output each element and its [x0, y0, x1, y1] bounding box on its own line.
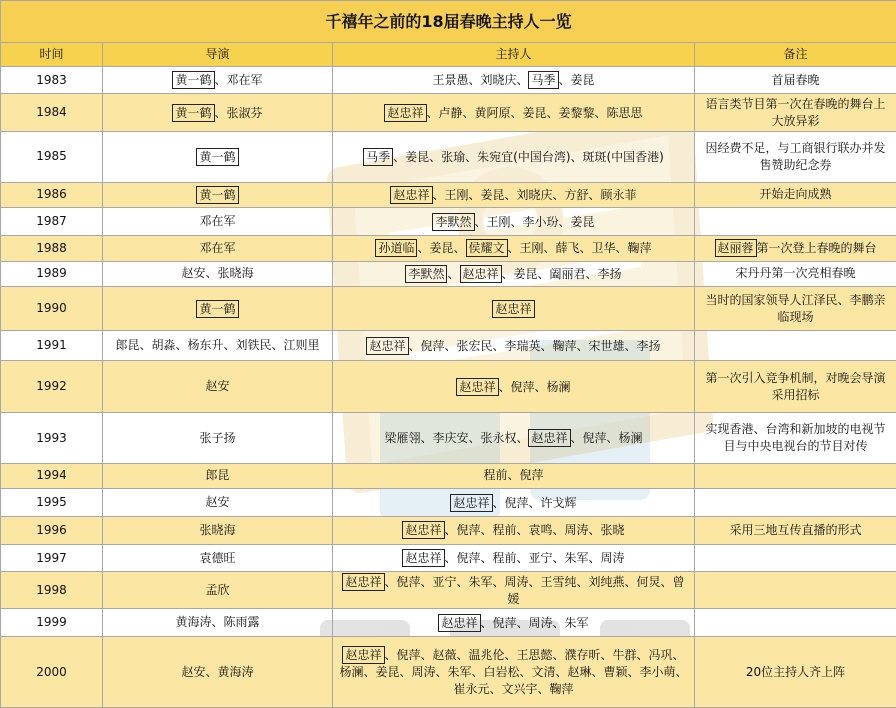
notes-text: 开始走向成熟	[759, 187, 832, 202]
notes-cell	[695, 182, 896, 208]
year-text: 1991	[36, 338, 67, 353]
year-text: 1994	[36, 468, 67, 483]
director-cell	[103, 609, 333, 637]
hosts-cell	[333, 463, 695, 489]
notes-text: 首届春晚	[771, 72, 820, 87]
notes-cell	[695, 517, 896, 545]
director-highlight: 黄一鹤	[196, 300, 238, 318]
year-cell	[1, 489, 103, 517]
director-cell	[103, 517, 333, 545]
year-cell	[1, 132, 103, 182]
director-text: 袁德旺	[199, 550, 236, 565]
table-row	[1, 287, 896, 331]
director-text: 赵安	[205, 495, 230, 510]
year-text: 1999	[36, 615, 67, 630]
hosts-cell	[333, 489, 695, 517]
year-text: 1986	[36, 187, 67, 202]
director-cell	[103, 489, 333, 517]
year-cell	[1, 235, 103, 261]
director-text: 赵安、黄海涛	[181, 664, 254, 679]
director-cell	[103, 235, 333, 261]
header-year: 时间	[1, 43, 103, 67]
hosts-cell	[333, 331, 695, 361]
director-cell	[103, 94, 333, 132]
hosts-text: 、倪萍、张宏民、李瑞英、鞠萍、宋世雄、李扬	[408, 338, 661, 353]
hosts-cell	[333, 413, 695, 463]
host-highlight: 李默然	[405, 265, 447, 283]
table-row	[1, 637, 896, 708]
year-text: 1998	[36, 582, 67, 597]
director-text: 孟欣	[205, 582, 230, 597]
hosts-cell	[333, 544, 695, 572]
director-cell	[103, 287, 333, 331]
director-cell	[103, 637, 333, 708]
director-text: 赵安	[205, 379, 230, 394]
year-cell	[1, 572, 103, 609]
hosts-cell	[333, 235, 695, 261]
notes-text: 实现香港、台湾和新加坡的电视节目与中央电视台的节目对传	[705, 422, 886, 454]
table-row	[1, 361, 896, 413]
director-cell	[103, 261, 333, 287]
hosts-cell	[333, 637, 695, 708]
year-cell	[1, 361, 103, 413]
host-highlight: 侯耀文	[466, 239, 508, 257]
year-text: 1989	[36, 266, 67, 281]
table-row	[1, 94, 896, 132]
hosts-text: 、姜昆、阖丽君、李扬	[501, 266, 622, 281]
host-highlight: 赵忠祥	[438, 614, 480, 632]
notes-cell	[695, 331, 896, 361]
table-row	[1, 609, 896, 637]
table-row	[1, 182, 896, 208]
host-highlight: 赵忠祥	[342, 646, 384, 664]
notes-text: 当时的国家领导人江泽民、李鹏亲临现场	[705, 292, 886, 324]
hosts-text: 、卢静、黄阿原、姜昆、姜黎黎、陈思思	[426, 105, 643, 120]
director-cell	[103, 544, 333, 572]
table-row	[1, 413, 896, 463]
header-hosts: 主持人	[333, 43, 695, 67]
notes-text: 采用三地互传直播的形式	[729, 522, 862, 537]
director-text: 郎昆	[205, 468, 230, 483]
director-highlight: 黄一鹤	[172, 71, 214, 89]
director-text: 黄海涛、陈雨露	[175, 615, 260, 630]
year-text: 1997	[36, 550, 67, 565]
notes-text: 因经费不足，与工商银行联办并发售赞助纪念券	[705, 140, 886, 172]
table-row	[1, 331, 896, 361]
notes-highlight: 赵丽蓉	[715, 239, 757, 257]
director-cell	[103, 331, 333, 361]
notes-cell	[695, 66, 896, 94]
notes-cell	[695, 609, 896, 637]
year-text: 1984	[36, 105, 67, 120]
hosts-text: 梁雁翎、李庆安、张永权、	[384, 431, 529, 446]
hosts-text: 、王刚、姜昆、刘晓庆、方舒、顾永菲	[432, 187, 637, 202]
hosts-text: 、王刚、薛飞、卫华、鞠萍	[507, 241, 652, 256]
table-row	[1, 208, 896, 236]
table-row	[1, 66, 896, 94]
hosts-text: 、姜昆、	[417, 241, 466, 256]
year-cell	[1, 517, 103, 545]
host-highlight: 李默然	[432, 213, 474, 231]
hosts-text: 程前、倪萍	[483, 468, 544, 483]
year-cell	[1, 413, 103, 463]
table-row	[1, 235, 896, 261]
year-text: 1987	[36, 214, 67, 229]
host-highlight: 赵忠祥	[528, 429, 570, 447]
hosts-text: 、王刚、李小玢、姜昆	[474, 214, 595, 229]
year-text: 1988	[36, 240, 67, 255]
hosts-cell	[333, 287, 695, 331]
hosts-cell	[333, 517, 695, 545]
hosts-text: 、倪萍、周涛、朱军	[480, 615, 589, 630]
table-row	[1, 463, 896, 489]
director-cell	[103, 182, 333, 208]
year-cell	[1, 94, 103, 132]
host-highlight: 马季	[528, 71, 558, 89]
director-cell	[103, 66, 333, 94]
director-text: 邓在军	[199, 240, 236, 255]
notes-text: 第一次登上春晚的舞台	[756, 241, 877, 256]
notes-cell	[695, 235, 896, 261]
notes-cell	[695, 544, 896, 572]
director-highlight: 黄一鹤	[196, 148, 238, 166]
year-cell	[1, 331, 103, 361]
table-row	[1, 132, 896, 182]
year-text: 1993	[36, 430, 67, 445]
director-text: 、邓在军	[214, 73, 263, 88]
notes-text: 语言类节目第一次在春晚的舞台上大放异彩	[705, 96, 886, 128]
host-highlight: 赵忠祥	[384, 104, 426, 122]
notes-cell	[695, 132, 896, 182]
notes-cell	[695, 94, 896, 132]
host-highlight: 赵忠祥	[456, 378, 498, 396]
notes-cell	[695, 261, 896, 287]
year-cell	[1, 609, 103, 637]
hosts-cell	[333, 208, 695, 236]
director-cell	[103, 572, 333, 609]
director-highlight: 黄一鹤	[172, 104, 214, 122]
director-cell	[103, 132, 333, 182]
table-row	[1, 544, 896, 572]
hosts-text: 、姜昆	[558, 73, 595, 88]
year-text: 1996	[36, 522, 67, 537]
hosts-text: 、倪萍、许戈辉	[492, 495, 577, 510]
notes-cell	[695, 287, 896, 331]
host-highlight: 赵忠祥	[402, 549, 444, 567]
table-row	[1, 572, 896, 609]
host-highlight: 赵忠祥	[402, 521, 444, 539]
hosts-text: 、倪萍、程前、亚宁、朱军、周涛	[444, 551, 625, 566]
hosts-cell	[333, 609, 695, 637]
year-text: 1992	[36, 379, 67, 394]
director-cell	[103, 463, 333, 489]
director-text: 邓在军	[199, 214, 236, 229]
host-highlight: 赵忠祥	[492, 300, 534, 318]
year-text: 1983	[36, 72, 67, 87]
hosts-cell	[333, 66, 695, 94]
year-cell	[1, 182, 103, 208]
year-cell	[1, 463, 103, 489]
notes-cell	[695, 463, 896, 489]
hosts-text: 、倪萍、赵薇、温兆伦、王思懿、濮存昕、牛群、冯巩、杨澜、姜昆、周涛、朱军、白岩松、文清、赵琳、曹颖、李小萌、崔永元、文兴宇、鞠萍	[339, 648, 688, 697]
director-highlight: 黄一鹤	[196, 186, 238, 204]
notes-text: 20位主持人齐上阵	[745, 664, 846, 679]
hosts-text: 、倪萍、亚宁、朱军、周涛、王雪纯、刘纯燕、何炅、曾媛	[384, 574, 685, 606]
host-highlight: 赵忠祥	[366, 337, 408, 355]
host-highlight: 马季	[363, 148, 393, 166]
director-text: 张晓海	[199, 522, 236, 537]
year-text: 1990	[36, 301, 67, 316]
table-row	[1, 489, 896, 517]
year-cell	[1, 261, 103, 287]
notes-cell	[695, 208, 896, 236]
hosts-text: 、倪萍、程前、袁鸣、周涛、张晓	[444, 523, 625, 538]
year-text: 2000	[36, 664, 67, 679]
hosts-text: 、倪萍、杨澜	[570, 431, 643, 446]
hosts-text: 、姜昆、张瑜、朱宛宜(中国台湾)、斑斑(中国香港)	[393, 149, 664, 164]
director-text: 、张淑芬	[214, 105, 263, 120]
hosts-cell	[333, 261, 695, 287]
notes-cell	[695, 413, 896, 463]
director-text: 郎昆、胡淼、杨东升、刘铁民、江则里	[115, 338, 320, 353]
year-text: 1985	[36, 149, 67, 164]
director-cell	[103, 413, 333, 463]
host-highlight: 赵忠祥	[342, 573, 384, 591]
year-cell	[1, 208, 103, 236]
host-highlight: 赵忠祥	[450, 494, 492, 512]
host-highlight: 赵忠祥	[460, 265, 502, 283]
year-text: 1995	[36, 495, 67, 510]
hosts-cell	[333, 572, 695, 609]
notes-cell	[695, 637, 896, 708]
hosts-text: 、倪萍、杨澜	[498, 379, 571, 394]
year-cell	[1, 287, 103, 331]
table-row	[1, 261, 896, 287]
year-cell	[1, 66, 103, 94]
hosts-text: 、	[447, 266, 460, 281]
year-cell	[1, 637, 103, 708]
director-text: 张子扬	[199, 430, 236, 445]
hosts-cell	[333, 132, 695, 182]
host-highlight: 孙道临	[375, 239, 417, 257]
header-director: 导演	[103, 43, 333, 67]
notes-text: 第一次引入竞争机制，对晚会导演采用招标	[705, 370, 886, 402]
table-title: 千禧年之前的18届春晚主持人一览	[1, 1, 896, 43]
hosts-text: 王景愚、刘晓庆、	[432, 73, 529, 88]
director-cell	[103, 361, 333, 413]
notes-text: 宋丹丹第一次亮相春晚	[735, 266, 856, 281]
header-notes: 备注	[695, 43, 896, 67]
table-row	[1, 517, 896, 545]
notes-cell	[695, 361, 896, 413]
director-text: 赵安、张晓海	[181, 266, 254, 281]
notes-cell	[695, 572, 896, 609]
director-cell	[103, 208, 333, 236]
hosts-cell	[333, 94, 695, 132]
notes-cell	[695, 489, 896, 517]
hosts-cell	[333, 361, 695, 413]
host-highlight: 赵忠祥	[390, 186, 432, 204]
year-cell	[1, 544, 103, 572]
hosts-cell	[333, 182, 695, 208]
